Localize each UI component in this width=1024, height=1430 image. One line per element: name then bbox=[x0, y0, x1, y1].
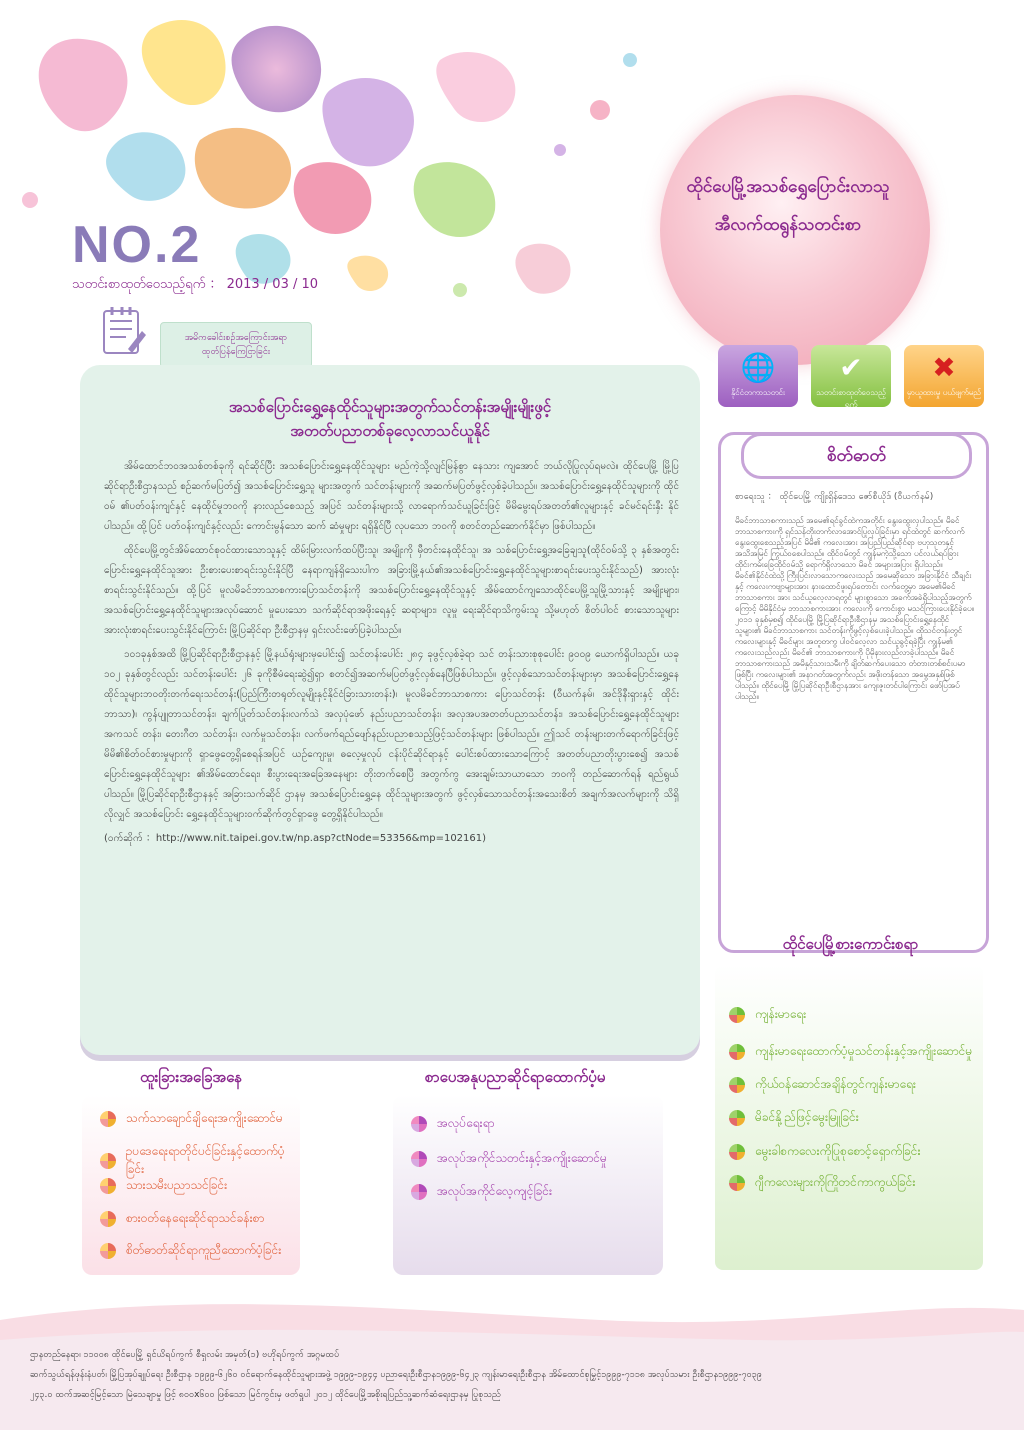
newsletter-title bbox=[668, 168, 908, 244]
special-section-title: ထူးခြားအခြေအနေ bbox=[140, 1068, 243, 1086]
pinwheel-icon bbox=[100, 1178, 116, 1194]
resource-link[interactable] bbox=[729, 1142, 921, 1162]
close-icon: ✖ bbox=[932, 351, 956, 384]
pinwheel-icon bbox=[411, 1184, 427, 1200]
subscribe-button[interactable] bbox=[811, 345, 891, 407]
economy-link[interactable] bbox=[411, 1183, 552, 1201]
unsubscribe-label: မှာယူထားမှု ပယ်ဖျက်မည် bbox=[906, 388, 982, 397]
international-news-button[interactable] bbox=[718, 345, 798, 407]
resource-label: ကျန်းမာရေး bbox=[755, 1007, 807, 1021]
economy-link[interactable] bbox=[411, 1115, 494, 1133]
unsubscribe-button[interactable] bbox=[904, 345, 984, 407]
special-list bbox=[82, 1095, 300, 1275]
pinwheel-icon bbox=[411, 1151, 427, 1167]
article-paragraph: အိမ်ထောင်ဘဝအသစ်တစ်ခုကို ရင်ဆိုင်ပြီး အသစ်ပြောင်းရွှေ့နေထိုင်သူများ မည်ကဲ့သို့လျင်မြန်စွာ နေသား ကျအောင် ဘယ်လိုပြုလုပ်ရမလဲ။ ထိုင်ပေမြို့ မြို့ပြဆိုင်ရာဦးစီဌာနသည် စဉ်ဆက်မပြတ်၍ အသစ်ပြောင်းရွှေ့သူ များအတွက် သင်တန်းများကို အဆက်မပြတ်ဖွင့်လှစ်ခဲ့ပါသည်။ အသစ်ပြောင်းရွှေ့နေထိုင်သူများကို ထိုင်ဝမ် ၏ပတ်ဝန်းကျင်နှင့် နေထိုင်မှုဘဝကို နားလည်စေသည့် အပြင် သင်တန်းများသို့ လာရောက်သင်ယူခြင်းဖြင့် မိမိမွေးရပ်အတတ်၏လူများနှင့် ခင်မင်ရင်းနှီး နိုင်ပါသည်။ ထို့ပြင် ပတ်ဝန်းကျင်နှင့်လည်း ကောင်းမွန်သော ဆက် ဆံမှုများ ရရှိနိုင်ပြီ လုပသော ဘဝကို စတင်တည်ဆောက်နိုင်မှာ ဖြစ်ပါသည်။ bbox=[104, 461, 679, 532]
pinwheel-icon bbox=[729, 1110, 745, 1126]
resource-label: ဂျီကလေးများကိုကြိုတင်ကာကွယ်ခြင်း bbox=[755, 1175, 916, 1189]
resource-label: ကိုယ်ဝန်ဆောင်အချိန်တွင်ကျန်းမာရေး bbox=[755, 1077, 916, 1091]
newsletter-title-line1: ထိုင်ပေမြို့အသစ်ရွှေပြောင်းလာသူ bbox=[686, 177, 890, 197]
special-label: စိတ်ဓာတ်ဆိုင်ရာကူညီထောက်ပံ့ခြင်း bbox=[126, 1243, 282, 1257]
pinwheel-icon bbox=[100, 1211, 116, 1227]
pinwheel-icon bbox=[411, 1116, 427, 1132]
globe-icon: 🌐 bbox=[740, 351, 776, 384]
article-paragraph: ထိုင်ပေမြို့တွင်အိမ်ထောင်စုဝင်ထားသောသူနှင့် ထိမ်းမြားလက်ထပ်ပြီးသူ၊ အမျိုးကို မှီတင်းနေထိုင်သူ၊ အ သစ်ပြောင်းရွှေ့အခြေချသူ(ထိုင်ဝမ်သို့ ၃ နှစ်အတွင်းပြောင်းရွှေ့နေထိုင်သူအား ဦးစားပေးစာရင်းသွင်းနိုင်ပြီ နေရာကျန်ရှိသေးပါက အခြားမြို့နယ်၏အသစ်ပြောင်းရွှေ့နေထိုင်သူများစာရင်းပေးသွင်းနိုင်သည်) အားလုံး စာရင်းသွင်းနိုင်သည်။ ထို့ပြင် မူလမိခင်ဘာသာစကားပြောသင်တန်းကို အသစ်ပြောင်းရွှေ့နေထိုင်သူနှင့် အိမ်ထောင်ကျသောထိုင်ပေမြို့သူမြို့သားနှင့် အမျိုးများ၊ အသစ်ပြောင်းရွှေ့နေထိုင်သူများအလုပ်ဆောင် မှုပေးသော သက်ဆိုင်ရာအဖိုးရေနှင့် ဆရာများ၊ လူမှု ရေးဆိုင်ရာသိကွမ်းသူ သို့မဟုတ် စိတ်ပါဝင် စားသောသူများ အားလုံးစာရင်းပေးသွင်းနိုင်ကြောင်း မြို့ပြဆိုင်ရာ ဦးစီဌာနမှ ရှင်းလင်းဖော်ပြခဲ့ပါသည်။ bbox=[104, 545, 679, 636]
special-link[interactable] bbox=[100, 1177, 227, 1195]
newsletter-title-line2: အီလက်ထရွန်သတင်းစာ bbox=[714, 215, 862, 235]
resources-box bbox=[715, 965, 983, 1270]
pinwheel-icon bbox=[100, 1111, 116, 1127]
pinwheel-icon bbox=[729, 1007, 745, 1023]
footer-address: ဌာနတည်နေရာ၊ ၁၁၀၀၈ ထိုင်ပေမြို့ ရှင်ယိရပ်ကွက် စီရှလမ်း အမှတ်(၁) ဗဟိုရပ်ကွက် အဂ္ဂမထပ် bbox=[30, 1350, 340, 1360]
footer-credits: ၂၄၃.၀ ထက်အဆင့်မြင့်သော မြဲသေချာမှု ဖြင့် ၈၀၀x၆၀၀ ဖြစ်သော မြင်ကွင်းမှ ဖတ်ရှုပါ ၂၀၁၂ ထိုင်ပေမြို့အစိုးရပြည်သူ့ဆက်ဆံရေးဌာနမှ ပြုစုသည် bbox=[30, 1390, 501, 1400]
mood-heading: စိတ်ဓာတ် bbox=[741, 433, 972, 479]
issue-number: NO.2 bbox=[72, 216, 202, 274]
pinwheel-icon bbox=[100, 1153, 116, 1169]
economy-label: အလုပ်အကိုင်လေ့ကျင့်ခြင်း bbox=[437, 1184, 553, 1198]
special-label: သားသမီးပညာသင်ခြင်း bbox=[126, 1178, 228, 1192]
footer-contact-info bbox=[30, 1345, 1000, 1405]
resource-link[interactable] bbox=[729, 1075, 916, 1095]
pinwheel-icon bbox=[729, 1077, 745, 1093]
special-label: စားဝတ်နေရေးဆိုင်ရာသင်ခန်းစာ bbox=[126, 1211, 265, 1225]
main-article bbox=[80, 365, 700, 1055]
special-link[interactable] bbox=[100, 1242, 281, 1260]
economy-list bbox=[393, 1095, 663, 1275]
economy-label: အလုပ်အကိုင်သတင်းနှင့်အကျိုးဆောင်မှု bbox=[437, 1151, 607, 1165]
economy-label: အလုပ်ရေးရာ bbox=[437, 1116, 495, 1130]
resource-label: ကျန်းမာရေးထောက်ပံ့မှုသင်တန်းနှင့်အကျိုးဆောင်မှု bbox=[755, 1044, 973, 1058]
notepad-icon bbox=[100, 305, 146, 357]
economy-link[interactable] bbox=[411, 1150, 607, 1168]
pinwheel-icon bbox=[729, 1175, 745, 1191]
subscribe-label: သတင်းစာထုတ်ဝေသည့်ရက် bbox=[816, 388, 886, 409]
section-tag-line2: ထုတ်ပြန်ကြေငြာခြင်း bbox=[201, 347, 271, 357]
resource-link[interactable] bbox=[729, 1042, 972, 1062]
mood-box bbox=[718, 432, 989, 953]
special-label: ဥပဒေရေးရာတိုင်ပင်ခြင်းနှင့်ထောက်ပံ့ခြင်း bbox=[125, 1144, 285, 1176]
pinwheel-icon bbox=[729, 1044, 745, 1060]
special-link[interactable] bbox=[100, 1110, 283, 1128]
checkmark-icon: ✔ bbox=[839, 351, 863, 384]
pinwheel-icon bbox=[729, 1144, 745, 1160]
resource-label: မိခင်နို့ည်ဖြင့်မွေးမြူခြင်း bbox=[755, 1110, 859, 1124]
article-title-line1: အသစ်ပြောင်းရွှေ့နေထိုင်သူများအတွက်သင်တန်းအမျိုးမျိုးဖွင့် bbox=[228, 398, 552, 416]
resource-label: မွေးခါစကလေးကိုပြုစုစောင့်ရှောက်ခြင်း bbox=[755, 1144, 921, 1158]
mood-author: စာရေးသူ ： ထိုင်ပေမြို့ ကျိုးရှိန်ဒေသ ဇော်စီယိုဒ် (ဝီယက်နမ်) bbox=[735, 492, 934, 502]
special-link[interactable] bbox=[100, 1210, 264, 1228]
special-label: သက်သာချောင်ချိရေးအကျိုးဆောင်မ bbox=[126, 1111, 283, 1125]
issue-date: သတင်းစာထုတ်ဝေသည့်ရက် ： 2013 / 03 / 10 bbox=[72, 277, 319, 292]
section-tag-line1: အမိကခေါင်းစဉ်အကြောင်းအရာ bbox=[184, 333, 288, 343]
pinwheel-icon bbox=[100, 1243, 116, 1259]
resources-title: ထိုင်ပေမြို့စားကောင်းစရာ bbox=[782, 935, 919, 953]
resource-link[interactable] bbox=[729, 1173, 915, 1193]
article-body bbox=[104, 457, 679, 853]
article-title bbox=[80, 395, 700, 443]
article-paragraph: ၁၀၁ခုနှစ်အထိ မြို့ပြဆိုင်ရာဦးစီဌာနနှင့် မြို့နယ်ရုံးများမှပေါင်း၍ သင်တန်းပေါင်း ၂၈၄ ခုဖွင့်လှစ်ခဲ့ရာ သင် တန်းသားစုစုပေါင်း ၉၀၀၉ ယောက်ရှိပါသည်။ ယခု ၁၀၂ ခုနှစ်တွင်လည်း သင်တန်းပေါင်း ၂၆ ခုကိုစီမံရေးဆွဲ၍ရှာ စတင်၍အဆက်မပြတ်ဖွင့်လှစ်နေပြီဖြစ်ပါသည်။ ဖွင့်လှစ်သောသင်တန်းများမှာ အသစ်ပြောင်းရွှေ့နေ ထိုင်သူများဘဝတိုးတက်ရေးသင်တန်း(ပြည်ကြီးတရုတ်လူမျိုးနှင့်နိုင်ငံခြားသားတန်း)၊ မူလမိခင်ဘာသာစကား ပြောသင်တန်း (ဝီယက်နမ်၊ အင်ဒိုနီးရှားနှင့် ထိုင်းဘာသာ)၊ ကွန်ပျူတာသင်တန်း၊ ချက်ပြုတ်သင်တန်း၊လက်သဲ အလှပုံဖော် နည်းပညာသင်တန်း၊ အလှအပအတတ်ပညာသင်တန်း၊ အသစ်ပြောင်းရွှေ့နေထိုင်သူများအကသင် တန်း၊ တေးဂီတ သင်တန်း၊ လက်မှုသင်တန်း၊ လက်ဖက်ရည်ဖျော်နည်းပညာစသည့်ဖြင့်သင်တန်းများ ဖြစ်ပါသည်။ ဤသင် တန်းများတက်ရောက်ခြင်းဖြင့် မိမိ၏စိတ်ဝင်စားမှုများကို ရှာဖွေတွေ့ရှိစေရန်အပြင် ယဉ်ကျေးမှု၊ ဓလေ့မှုလုပ် ငန်းပိုင်ဆိုင်ရာနှင့် ပေါင်းစပ်ထားသောကြောင့် အတတ်ပညာတိုးပွားစေ၍ အသစ်ပြောင်းရွှေ့နေထိုင်သူများ ၏အိမ်ထောင်ရေး၊ စီးပွားရေးအခြေအနေများ တိုးတက်စေပြီ အတွက်ကွ အေးချမ်းသာယာသော ဘဝကို တည်ဆောက်ရန် ရည်ရွယ်ပါသည်။ မြို့ပြဆိုင်ရာဦးစီဌာနနှင့် အခြားသက်ဆိုင် ဌာနမှ အသစ်ပြောင်းရွှေ့နေ ထိုင်သူများအတွက် ဖွင့်လှစ်သောသင်တန်းအသေးစိတ် အချက်အလက်များကို သိရှိလိုလျှင် အသစ်ပြောင်း ရွှေ့နေထိုင်သူများဝက်ဆိုက်တွင်ရှာဖွေ တွေ့ရှိနိုင်ပါသည်။ bbox=[104, 649, 679, 820]
article-title-line2: အတတ်ပညာတစ်ခုလေ့လာသင်ယူနိုင် bbox=[290, 422, 490, 440]
article-source-link[interactable]: (ဝက်ဆိုက် ：http://www.nit.taipei.gov.tw/np.asp?ctNode=53356&mp=102161) bbox=[104, 833, 487, 844]
resource-link[interactable] bbox=[729, 1005, 806, 1025]
mood-text: မိခင်ဘာသာစကားသည် အမေ၏ရင်ခွင်ထဲကအတိုင်း နွေးထွေးလှပါသည်။ မိခင်ဘာသာစကားကို ရှင်သန်တိုးတက်လာအောင်ပြုလုပ်ခြင်းမှာ ရင်ထဲတွင် ဆက်လက်နွေးထွေးစေသည့်အပြင် မိမိ၏ ကလေးအား အပြည်ပြည်ဆိုင်ရာ ဗဟုသုတနှင့် အသိအမြင် ကြွယ်ဝစေပါသည်။ ထိုင်ဝမ်တွင် ကျွန်မကဲ့သို့သော ပင်လယ်ရပ်ခြား ထိုင်းကမ်းခြေထိုင်ဝမ်သို့ ရောက်ရှိလာသော မိခင် အများအပြား ရှိပါသည်။ မိခင်၏နိုင်ငံထဲသို့ ကြီးပြင်းလာသောကလေးသည် အမေဆိုသော အခြားနိုင်ငံ သီချင်းနှင့် ကလေးကဗျာများအား နားထောင်ဖူးရပ်တောင်း လက်တွေ့မှာ အမေ၏မိခင်ဘာသာစကား အား သင်ယူလေ့လာရတွင် များစွာသော အခက်အခဲရှိပါသည့်အတွက်ကြောင့် မိမိနိုင်ငံမှ ဘာသာစကားအား ကလေးကို ကောင်းစွာ မသင်ကြားပေးနိုင်ခဲ့ပေ။ ၂၀၁၁ ခုနှစ်မှစ၍ ထိုင်ပေမြို့ မြို့ပြဆိုင်ရာဦးစီဌာနမှ အသစ်ပြောင်းရွှေ့နေထိုင်သူများ၏ မိခင်ဘာသာစကား သင်တန်းကိုဖွင့်လှစ်ပေးခဲ့ပါသည်။ ထိုသင်တန်းတွင် ကလေးများနှင့် မိခင်များ အတူတကွ ပါဝင်လေ့လာ သင်ယူခွင့်ရခဲ့ပြီး ကျွန်မ၏ ကလေးသည်လည်း မိခင်၏ ဘာသာစကားကို ပိုမိုနားလည်လာခဲ့ပါသည်။ မိခင်ဘာသာစကားသည် အမိနှင့်သားသမီးကို ချိတ်ဆက်ပေးသော တံတားတစ်စင်းပမာဖြစ်ပြီး ကလေးများ၏ အနာဂတ်အတွက်လည်း အဖိုးတန်သော အမွေအနှစ်ဖြစ်ပါသည်။ ထိုင်ပေမြို့ မြို့ပြဆိုင်ရာဦးစီဌာနအား ကျေးဇူးတင်ပါကြောင်း ဖော်ပြအပ်ပါသည်။ bbox=[735, 516, 974, 701]
special-link[interactable] bbox=[100, 1143, 300, 1179]
footer-phone-numbers: ဆက်သွယ်ရန်ဖုန်းနံပတ်၊ မြို့ပြအုပ်ချုပ်ရေး ဦးစီဌာန ၁၉၉၉-၆၂၆၀ ဝင်ရောက်နေထိုင်သူများအဖွဲ့ ၁၉၉၉-၁၉၄၄ ပညာရေးဦးစီဌာန၁၉၉၉-၆၄၂၃ ကျန်းမာရေးဦးစီဌာန အိမ်ထောင်စုမြှင့်၁၉၉၉-၇၁၁၈ အလုပ်သမား ဦးစီဌာန၁၉၉၉-၇၀၃၉ bbox=[30, 1370, 762, 1380]
international-news-label: နိုင်ငံတကာသတင်း bbox=[731, 388, 785, 397]
resource-link[interactable] bbox=[729, 1108, 859, 1128]
section-tag bbox=[160, 322, 312, 368]
economy-section-title: စာပေအနုပညာဆိုင်ရာထောက်ပံ့မ bbox=[425, 1068, 606, 1086]
